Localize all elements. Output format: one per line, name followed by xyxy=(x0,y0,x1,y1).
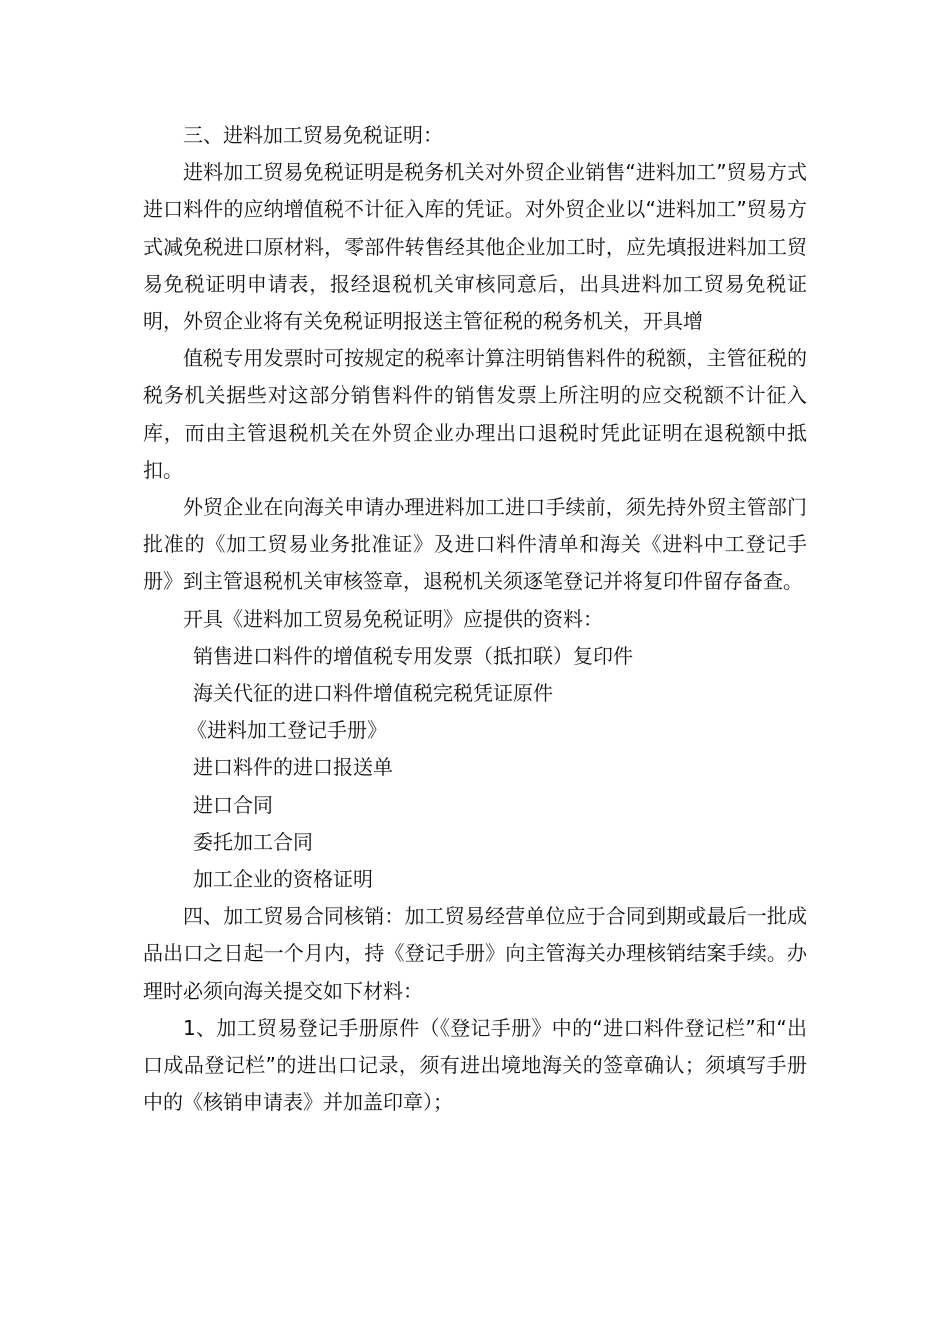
list-item: 《进料加工登记手册》 xyxy=(187,718,387,743)
list-item: 进口料件的进口报送单 xyxy=(193,755,393,780)
section-heading-3: 三、进料加工贸易免税证明： xyxy=(183,123,443,147)
paragraph: 进料加工贸易免税证明是税务机关对外贸企业销售“进料加工”贸易方式进口料件的应纳增值税不计征入库的凭证。对外贸企业以“进料加工”贸易方式减免税进口原材料，零部件转售经其他企业加工时，应先填报进料加工贸易免税证明申请表，报经退税机关审核同意后，出具进料加工贸易免税证明，外贸企业将有关免税证明报送主管征税的税务机关，开具增 xyxy=(143,160,807,334)
list-item: 加工企业的资格证明 xyxy=(193,867,373,892)
list-item: 委托加工合同 xyxy=(193,829,313,854)
list-item: 进口合同 xyxy=(193,792,273,817)
section-heading-4: 四、加工贸易合同核销：加工贸易经营单位应于合同到期或最后一批成品出口之日起一个月内，持《登记手册》向主管海关办理核销结案手续。办理时必须向海关提交如下材料： xyxy=(143,904,807,1003)
list-item: 销售进口料件的增值税专用发票（抵扣联）复印件 xyxy=(193,643,633,668)
paragraph: 外贸企业在向海关申请办理进料加工进口手续前，须先持外贸主管部门批准的《加工贸易业务批准证》及进口料件清单和海关《进料中工登记手册》到主管退税机关审核签章，退税机关须逐笔登记并将复印件留存备查。 xyxy=(143,495,807,594)
list-item: 海关代征的进口料件增值税完税凭证原件 xyxy=(193,681,553,706)
paragraph: 1、加工贸易登记手册原件（《登记手册》中的“进口料件登记栏”和“出口成品登记栏”的进出口记录，须有进出境地海关的签章确认；须填写手册中的《核销申请表》并加盖印章）； xyxy=(143,1015,807,1115)
paragraph: 开具《进料加工贸易免税证明》应提供的资料： xyxy=(183,606,603,631)
document-body xyxy=(143,117,807,1121)
paragraph: 值税专用发票时可按规定的税率计算注明销售料件的税额，主管征税的税务机关据些对这部分销售料件的销售发票上所注明的应交税额不计征入库，而由主管退税机关在外贸企业办理出口退税时凭此证明在退税额中抵扣。 xyxy=(143,346,807,482)
